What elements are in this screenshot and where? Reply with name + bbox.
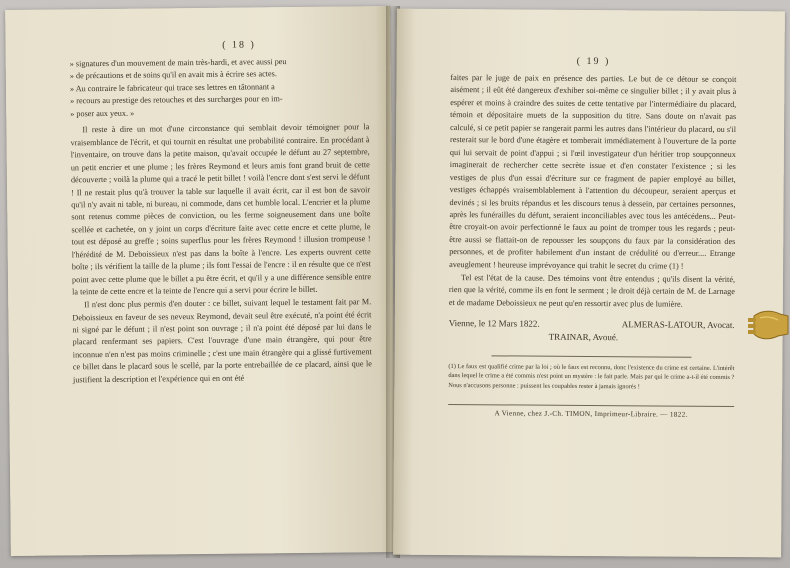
imprint-rule (448, 404, 734, 407)
paragraph: faites par le juge de paix en présence des parties. Le but de ce détour se conçoit aisément ; il eût été dangereux d'exhiber soi-même ce singulier billet ; il y avait plus à espérer et moins à craindre des suites de cette tentative par l'intermédiaire du placard, témoin et dépositaire muets de la supposition du titre. Sans doute on n'avait pas calculé, si ce petit papier se rangerait parmi les autres dans l'intérieur du placard, ou s'il resterait sur le bord d'une étagère et tomberait immédiatement à l'ouverture de la porte qui lui servait de point d'appui ; si l'œil investigateur d'un héritier trop soupçonneux imaginerait de rechercher cette secrète issue et d'en constater l'existence ; si les vestiges de plus d'un essai d'écriture sur ce fragment de papier employé au billet, vestiges échappés vraisemblablement à l'attention du découpeur, seraient aperçus et devinés ; si les bruits répandus et les discours tenus à dessein, par certaines personnes, après les funérailles du défunt, seraient inconciliables avec tous les antécédens... Peut-être croyait-on avoir perfectionné le faux au point de tromper tous les regards ; peut-être aussi se flattait-on de repousser les soupçons du faux par la considération des personnes, et de profiter habilement d'un instant de crédulité ou d'erreur.... Etrange aveuglement ! heureuse imprévoyance qui trahit le secret du crime (1) ! (449, 73, 737, 271)
date-line: Vienne, le 12 Mars 1822. (448, 318, 540, 329)
quote-line: » Au contraire le fabricateur qui trace ses lettres en tâtonnant a (69, 82, 275, 94)
left-page (5, 6, 396, 556)
paragraph: Il reste à dire un mot d'une circonstance qui semblait devoir témoigner pour la vraisemblance de l'écrit, et qui tournit en résultat une probabilité contraire. En procédant à l'inventaire, on trouve dans la petite maison, qu'avait occupée le défunt au 27 septembre, un petit encrier et une plume ; les frères Reymond et leurs amis font grand bruit de cette découverte ; voilà la plume qui a tracé le petit billet ! voilà l'encre dont s'est servi le défunt ! Il ne restait plus qu'à trouver la table sur laquelle il avait écrit, car il est bon de savoir qu'il n'y avait ni table, ni bureau, ni commode, dans cet humble local. L'encrier et la plume sont retenus comme pièces de conviction, ou les ferme soigneusement dans une boîte scellée et cachetée, on y joint un corps d'écriture faite avec cette encre et cette plume, le tout est déposé au greffe ; soins superflus pour les frères Reymond ! illusion trompeuse ! l'hérédité de M. Deboissieux n'est pas dans la boîte à l'encre. Les experts ouvrent cette boîte ; ils vérifient la taille de la plume ; ils font l'essai de l'encre : il en résulte que ce n'est point avec cette plume que le billet a pu être écrit, et qu'il y a une différence sensible entre la teinte de cette encre et la teinte de l'encre qui a servi pour écrire le billet. (70, 122, 372, 297)
quoted-passage (70, 55, 370, 120)
signatory-avoue: TRAINAR, Avoué. (548, 331, 619, 343)
quote-line: » poser aux yeux. » (70, 108, 135, 119)
signature-block (449, 317, 735, 345)
footnote: (1) Le faux est qualifié crime par la loi ; où le faux est reconnu, donc l'existence du crime est certaine. L'intérêt dans lequel le crime a été commis n'est point un mystère : le fait parle. Mais par qui le crime a-t-il été commis ? Nous n'accusons personne : puissent les coupables rester à jamais ignorés ! (448, 363, 735, 390)
footnote-rule (491, 355, 691, 357)
quote-line: » de précautions et de soins qu'il en avait mis à écrire ses actes. (69, 69, 277, 81)
page-number-19: ( 19 ) (576, 55, 611, 68)
page-number-18: ( 18 ) (222, 39, 256, 51)
paragraph: Il n'est donc plus permis d'en douter : ce billet, suivant lequel le testament fait par M. Deboissieux en faveur de ses neveux Reymond, devait seul être exécuté, n'a point été écrit ni signé par le défunt ; il n'est point son ouvrage ; il n'a point été déposé par lui dans le placard renfermant ses papiers. C'est l'ouvrage d'une main étrangère, qui pour être inconnue n'en n'est pas moins criminelle ; c'est une main étrangère qui a glissé furtivement ce billet dans le placard sous le scellé, par la porte entrebaillée de ce placard, ainsi que le justifient la description et l'expérience qui en ont été (72, 297, 372, 385)
quote-line: » signatures d'un mouvement de main très-hardi, et avec aussi peu (69, 57, 287, 69)
signatory-avocat: ALMERAS-LATOUR, Avocat. (621, 319, 735, 331)
brass-hand-bookmark-icon (748, 296, 790, 354)
paragraph: Tel est l'état de la cause. Des témoins vont être entendus ; qu'ils disent la vérité, rien que la vérité, comme ils en font le serment ; le droit déjà certain de M. de Larnage et de madame Deboissieux ne peut qu'en ressortir avec plus de lumière. (448, 272, 736, 309)
quote-line: » recours au prestige des retouches et des surcharges pour en im- (70, 94, 283, 106)
printer-imprint: A Vienne, chez J.-Ch. TIMON, Imprimeur-Libraire. — 1822. (494, 409, 688, 419)
right-page (393, 9, 785, 558)
